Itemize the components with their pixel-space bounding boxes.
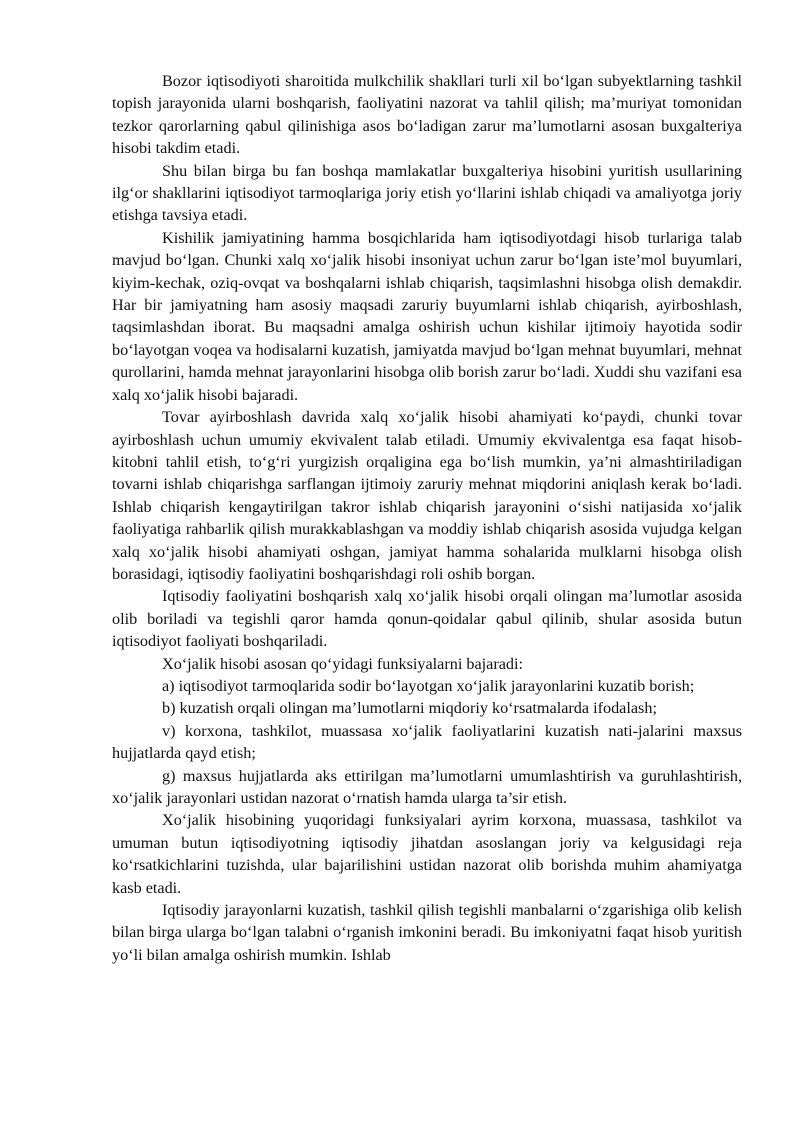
paragraph-6: Xo‘jalik hisobi asosan qo‘yidagi funksiyalarni bajaradi: [162,654,523,673]
paragraph-4: Tovar ayirboshlash davrida xalq xo‘jalik hisobi ahamiyati ko‘paydi, chunki tovar ayirboshlash uchun umumiy ekvivalent talab etiladi. Umumiy ekvivalentga esa faqat hisob-kitobni tahlil etish, to‘g‘ri yurgizish orqaligina ega bo‘lish mumkin, ya’ni almashtiriladigan tovarni ishlab chiqarishga sarflangan ijtimoiy zaruriy mehnat miqdorini aniqlash kerak bo‘ladi. Ishlab chiqarish kengaytirilgan takror ishlab chiqarish jarayonini o‘sishi natijasida xo‘jalik faoliyatiga rahbarlik qilish murakkablashgan va moddiy ishlab chiqarish asosida vujudga kelgan xalq xo‘jalik hisobi ahamiyati oshgan, jamiyat hamma sohalarida mulklarni hisobga olish borasidagi, iqtisodiy faoliyatini boshqarishdagi roli oshib borgan. [112,408,742,583]
list-item-g: g) maxsus hujjatlarda aks ettirilgan ma’lumotlarni umumlashtirish va guruhlashtirish, xo‘jalik jarayonlari ustidan nazorat o‘rnatish hamda ularga ta’sir etish. [112,766,742,807]
paragraph-8: Iqtisodiy jarayonlarni kuzatish, tashkil qilish tegishli manbalarni o‘zgarishiga olib kelish bilan birga ularga bo‘lgan talabni o‘rganish imkonini beradi. Bu imkoniyatni faqat hisob yuritish yo‘li bilan amalga oshirish mumkin. Ishlab [112,901,742,964]
paragraph-3: Kishilik jamiyatining hamma bosqichlarida ham iqtisodiyotdagi hisob turlariga talab mavjud bo‘lgan. Chunki xalq xo‘jalik hisobi insoniyat uchun zarur bo‘lgan iste’mol buyumlari, kiyim-kechak, oziq-ovqat va boshqalarni ishlab chiqarish, taqsimlashni hisobga olish demakdir. Har bir jamiyatning ham asosiy maqsadi zaruriy buyumlarni ishlab chiqarish, ayirboshlash, taqsimlashdan iborat. Bu maqsadni amalga oshirish uchun kishilar ijtimoiy hayotida sodir bo‘layotgan voqea va hodisalarni kuzatish, jamiyatda mavjud bo‘lgan mehnat buyumlari, mehnat qurollarini, hamda mehnat jarayonlarini hisobga olib borish zarur bo‘ladi. Xuddi shu vazifani esa xalq xo‘jalik hisobi bajaradi. [112,228,742,404]
paragraph-2: Shu bilan birga bu fan boshqa mamlakatlar buxgalteriya hisobini yuritish usullarining ilg‘or shakllarini iqtisodiyot tarmoqlariga joriy etish yo‘llarini ishlab chiqadi va amaliyotga joriy etishga tavsiya etadi. [112,161,742,225]
list-item-v: v) korxona, tashkilot, muassasa xo‘jalik faoliyatlarini kuzatish nati-jalarini maxsus hujjatlarda qayd etish; [112,721,742,763]
list-item-b: b) kuzatish orqali olingan ma’lumotlarni miqdoriy ko‘rsatmalarda ifodalash; [162,699,657,718]
paragraph-1: Bozor iqtisodiyoti sharoitida mulkchilik shakllari turli xil bo‘lgan subyektlarning tashkil topish jarayonida ularni boshqarish, faoliyatini nazorat va tahlil qilish; ma’muriyat tomonidan tezkor qarorlarning qabul qilinishiga asos bo‘ladigan zarur ma’lumotlarni asosan buxgalteriya hisobi takdim etadi. [112,72,742,158]
list-item-a: a) iqtisodiyot tarmoqlarida sodir bo‘layotgan xo‘jalik jarayonlarini kuzatib borish; [162,676,695,695]
paragraph-7: Xo‘jalik hisobining yuqoridagi funksiyalari ayrim korxona, muassasa, tashkilot va umuman butun iqtisodiyotning iqtisodiy jihatdan asoslangan joriy va kelgusidagi reja ko‘rsatkichlarini tuzishda, ular bajarilishini ustidan nazorat olib borishda muhim ahamiyatga kasb etadi. [112,811,742,897]
paragraph-5: Iqtisodiy faoliyatini boshqarish xalq xo‘jalik hisobi orqali olingan ma’lumotlar asosida olib boriladi va tegishli qaror hamda qonun-qoidalar qabul qilinib, shular asosida butun iqtisodiyot faoliyati boshqariladi. [112,587,742,651]
document-page [112,70,742,966]
